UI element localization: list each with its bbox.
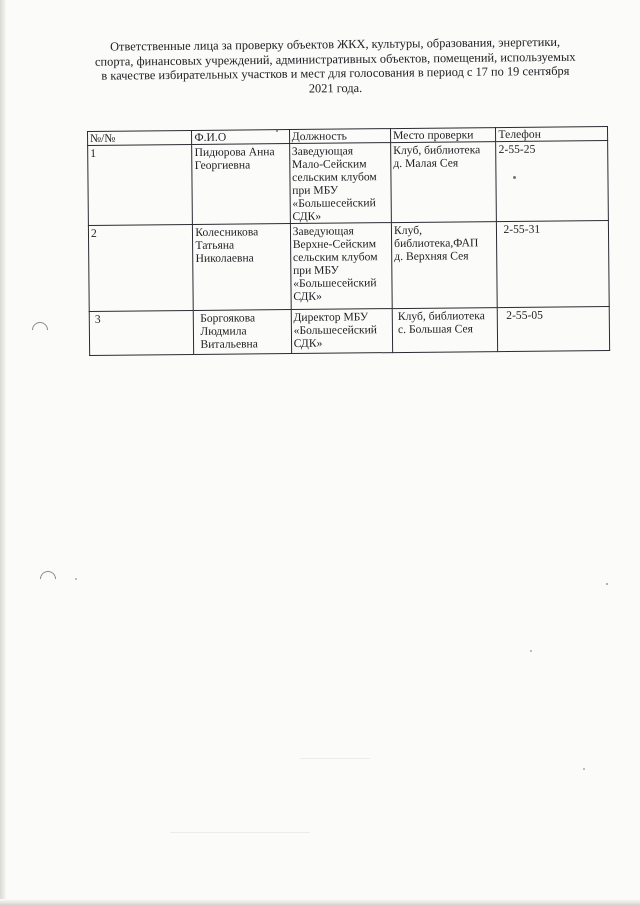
place-line: Клуб, библиотека (393, 143, 481, 158)
cell-place (392, 308, 498, 353)
position-line: Заведующая (291, 144, 354, 159)
cell-fio (193, 224, 291, 311)
position-line: сельским клубом (292, 170, 377, 185)
cell-place (391, 142, 497, 223)
table-row (88, 220, 609, 311)
position-line: Заведующая (292, 224, 354, 239)
header-position: Должность (289, 129, 390, 144)
fio-line: Георгиевна (194, 158, 251, 172)
position-line: при МБУ (292, 263, 339, 278)
position-line: Директор МБУ (293, 310, 369, 325)
scan-faint-line (170, 832, 310, 833)
place-line: д. Верхняя Сея (394, 249, 469, 264)
cell-number: 3 (89, 310, 194, 355)
title-line-2: спорта, финансовых учреждений, административных объектов, помещений, используемых (94, 49, 576, 69)
fio-line: Боргоякова (200, 311, 256, 325)
document-title (70, 34, 601, 98)
title-line-4: 2021 года. (308, 80, 363, 96)
fio-line: Витальевна (200, 337, 258, 351)
scan-edge-left (0, 0, 6, 905)
cell-place (391, 222, 497, 309)
title-line-1: Ответственные лица за проверку объектов ЖКХ, культуры, образования, энергетики, (109, 34, 561, 54)
position-line: Верхне-Сейским (292, 237, 377, 252)
position-line: «Большесейский (292, 196, 376, 211)
scan-speck (606, 583, 608, 585)
header-number: №/№ (88, 130, 193, 145)
position-line: «Большесейский (293, 323, 378, 338)
scan-edge-bottom (0, 899, 640, 905)
header-fio: Ф.И.О (192, 130, 289, 145)
place-line: библиотека,ФАП (394, 236, 479, 251)
cell-fio (194, 310, 292, 355)
table-row (88, 141, 609, 226)
fio-line: Николаевна (195, 251, 254, 265)
place-line: Клуб, библиотека (397, 309, 485, 324)
scan-speck (75, 578, 77, 580)
header-place: Место проверки (391, 128, 497, 143)
scan-speck (276, 130, 278, 132)
position-line: СДК» (293, 336, 323, 351)
position-line: СДК» (293, 289, 322, 304)
table-row (89, 306, 609, 355)
punch-hole-mark-lower (40, 571, 56, 579)
position-line: СДК» (292, 209, 322, 224)
cell-phone: 2-55-05 (498, 306, 610, 351)
cell-phone: 2-55-31 (497, 220, 609, 307)
punch-hole-mark-upper (32, 322, 48, 330)
scan-speck (530, 650, 532, 652)
position-line: «Большесейский (293, 276, 377, 291)
header-phone: Телефон (496, 127, 608, 142)
cell-number: 1 (88, 144, 193, 225)
scan-speck (513, 176, 516, 179)
cell-position (291, 309, 393, 354)
place-line: д. Малая Сея (393, 156, 459, 171)
fio-line: Людмила (200, 324, 247, 338)
position-line: сельским клубом (292, 250, 378, 265)
cell-number: 2 (88, 224, 193, 311)
cell-fio (192, 144, 290, 225)
fio-line: Колесникова (195, 225, 259, 239)
position-line: Мало-Сейским (291, 157, 367, 172)
responsible-persons-table (87, 126, 610, 356)
fio-line: Пидюрова Анна (194, 145, 275, 159)
position-line: при МБУ (292, 183, 339, 198)
scan-faint-line (300, 758, 370, 759)
scan-speck (583, 768, 585, 770)
cell-position (290, 223, 392, 310)
cell-position (289, 143, 391, 224)
place-line: с. Большая Сея (397, 322, 474, 337)
fio-line: Татьяна (195, 238, 235, 252)
title-line-3: в качестве избирательных участков и мест для голосования в период с 17 по 19 сентября (101, 63, 570, 83)
place-line: Клуб, (393, 223, 423, 238)
cell-phone: 2-55-25 (496, 141, 608, 222)
